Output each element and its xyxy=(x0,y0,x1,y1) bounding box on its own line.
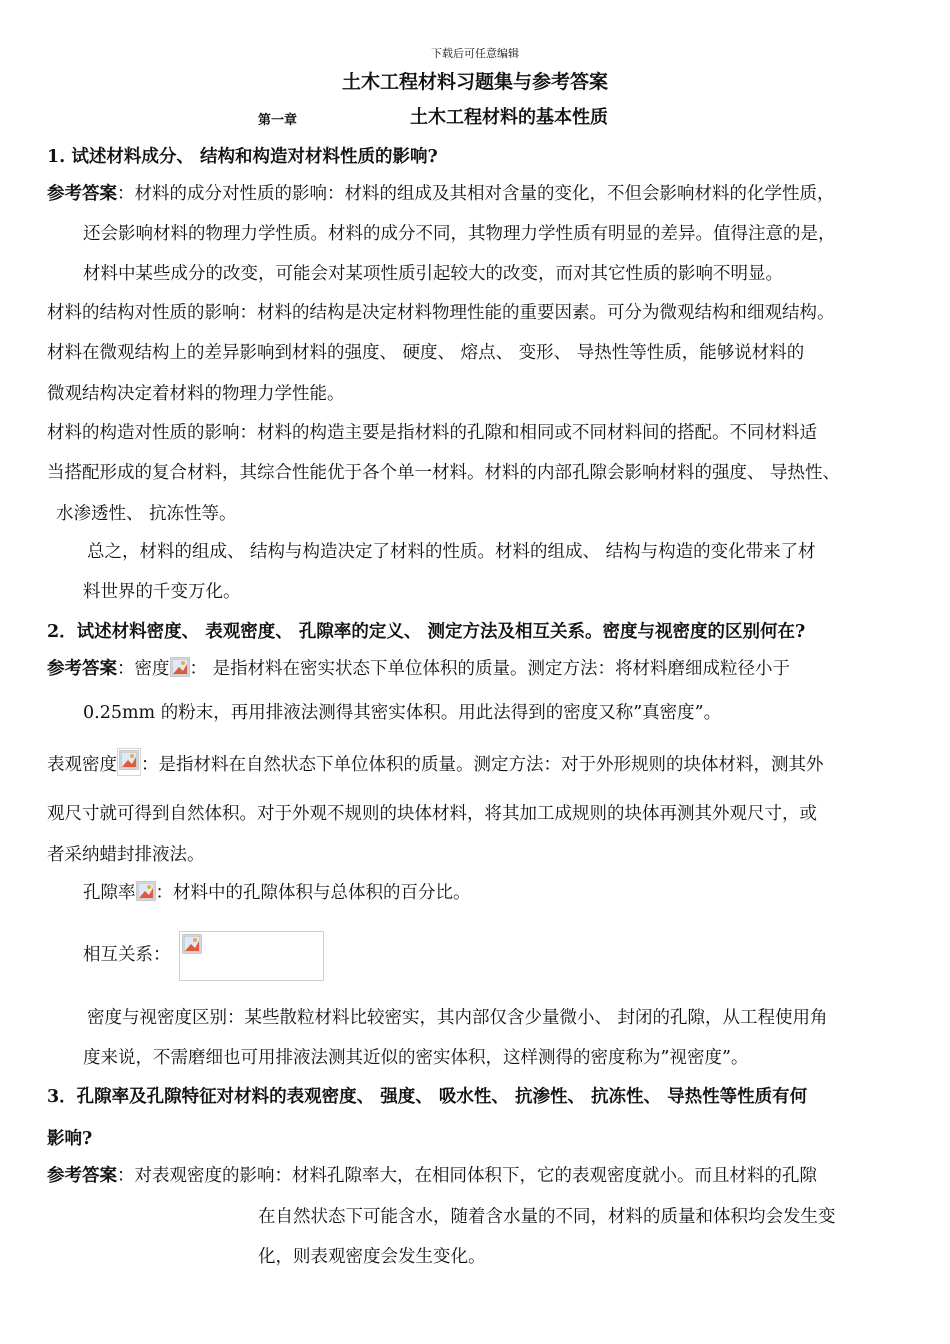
q1-answer-line-10: 总之，材料的组成、 结构与构造决定了材料的性质。材料的组成、 结构与构造的变化带来了材 xyxy=(87,542,816,562)
broken-image-icon xyxy=(170,657,190,677)
formula-image-frame xyxy=(117,748,141,776)
q3-answer-text-1: ：对表观密度的影响：材料孔隙率大，在相同体积下，它的表观密度就小。而且材料的孔隙 xyxy=(117,1166,817,1186)
apparent-density-term: 表观密度 xyxy=(47,755,117,775)
q2-answer-line-5: 者采纳蜡封排液法。 xyxy=(47,845,205,865)
document-title: 土木工程材料习题集与参考答案 xyxy=(341,71,608,93)
q2-answer-line-3 xyxy=(47,748,824,777)
q1-answer-line-5: 材料在微观结构上的差异影响到材料的强度、 硬度、 熔点、 变形、 导热性等性质，能够说材料的 xyxy=(47,343,805,363)
q2-answer-line-1 xyxy=(47,657,790,681)
question-3-line-2: 影响? xyxy=(47,1129,93,1149)
q2-answer-line-6 xyxy=(83,881,471,905)
density-term: 密度 xyxy=(134,659,170,679)
question-3-line-1: 3．孔隙率及孔隙特征对材料的表观密度、 强度、 吸水性、 抗渗性、 抗冻性、 导热性等性质有何 xyxy=(47,1087,808,1107)
q2-answer-line-8: 密度与视密度区别：某些散粒材料比较密实，其内部仅含少量微小、 封闭的孔隙，从工程使用角 xyxy=(87,1008,828,1028)
chapter-number: 第一章 xyxy=(258,113,298,128)
question-2: 2．试述材料密度、 表观密度、 孔隙率的定义、 测定方法及相互关系。密度与视密度的区别何在? xyxy=(47,622,806,642)
q2-answer-text-3: ：是指材料在自然状态下单位体积的质量。测定方法：对于外形规则的块体材料，测其外 xyxy=(141,755,824,775)
answer-label: 参考答案 xyxy=(47,184,117,204)
q1-answer-line-11: 料世界的千变万化。 xyxy=(83,582,241,602)
q2-answer-line-4: 观尺寸就可得到自然体积。对于外观不规则的块体材料，将其加工成规则的块体再测其外观尺寸，或 xyxy=(47,804,817,824)
q2-answer-colon: ： xyxy=(117,659,135,679)
answer-label: 参考答案 xyxy=(47,659,117,679)
q1-answer-text-1: ：材料的成分对性质的影响：材料的组成及其相对含量的变化，不但会影响材料的化学性质， xyxy=(117,184,835,204)
q1-answer-line-9: 水渗透性、 抗冻性等。 xyxy=(56,504,237,524)
q1-answer-line-8: 当搭配形成的复合材料，其综合性能优于各个单一材料。材料的内部孔隙会影响材料的强度、 导热性、 xyxy=(47,463,841,483)
q1-answer-line-4: 材料的结构对性质的影响：材料的结构是决定材料物理性能的重要因素。可分为微观结构和细观结构。 xyxy=(47,303,835,323)
porosity-term: 孔隙率 xyxy=(83,883,136,903)
broken-image-icon xyxy=(182,934,202,954)
answer-label: 参考答案 xyxy=(47,1166,117,1186)
q3-answer-line-1 xyxy=(47,1164,817,1188)
broken-image-icon xyxy=(119,750,139,770)
q2-answer-line-2: 0.25mm 的粉末，再用排液法测得其密实体积。用此法得到的密度又称”真密度”。 xyxy=(83,703,722,723)
relationship-label: 相互关系： xyxy=(83,945,171,965)
broken-image-icon xyxy=(136,881,156,901)
relationship-formula-frame xyxy=(179,931,324,981)
q1-answer-line-1 xyxy=(47,182,835,206)
header-note: 下载后可任意编辑 xyxy=(431,47,519,60)
q2-answer-line-9: 度来说，不需磨细也可用排液法测其近似的密实体积，这样测得的密度称为”视密度”。 xyxy=(83,1048,749,1068)
q3-answer-line-2: 在自然状态下可能含水，随着含水量的不同，材料的质量和体积均会发生变 xyxy=(258,1207,836,1227)
q1-answer-line-2: 还会影响材料的物理力学性质。材料的成分不同，其物理力学性质有明显的差异。值得注意的是， xyxy=(83,224,836,244)
q1-answer-line-6: 微观结构决定着材料的物理力学性能。 xyxy=(47,384,345,404)
q1-answer-line-7: 材料的构造对性质的影响：材料的构造主要是指材料的孔隙和相同或不同材料间的搭配。不同材料适 xyxy=(47,423,817,443)
q1-answer-line-3: 材料中某些成分的改变，可能会对某项性质引起较大的改变，而对其它性质的影响不明显。 xyxy=(83,264,783,284)
q2-answer-text-6: ：材料中的孔隙体积与总体积的百分比。 xyxy=(155,883,471,903)
q3-answer-line-3: 化，则表观密度会发生变化。 xyxy=(258,1247,486,1267)
question-1: 1. 试述材料成分、 结构和构造对材料性质的影响? xyxy=(47,147,438,167)
q2-answer-text-1: ： 是指材料在密实状态下单位体积的质量。测定方法：将材料磨细成粒径小于 xyxy=(189,659,791,679)
chapter-title: 土木工程材料的基本性质 xyxy=(410,107,608,128)
